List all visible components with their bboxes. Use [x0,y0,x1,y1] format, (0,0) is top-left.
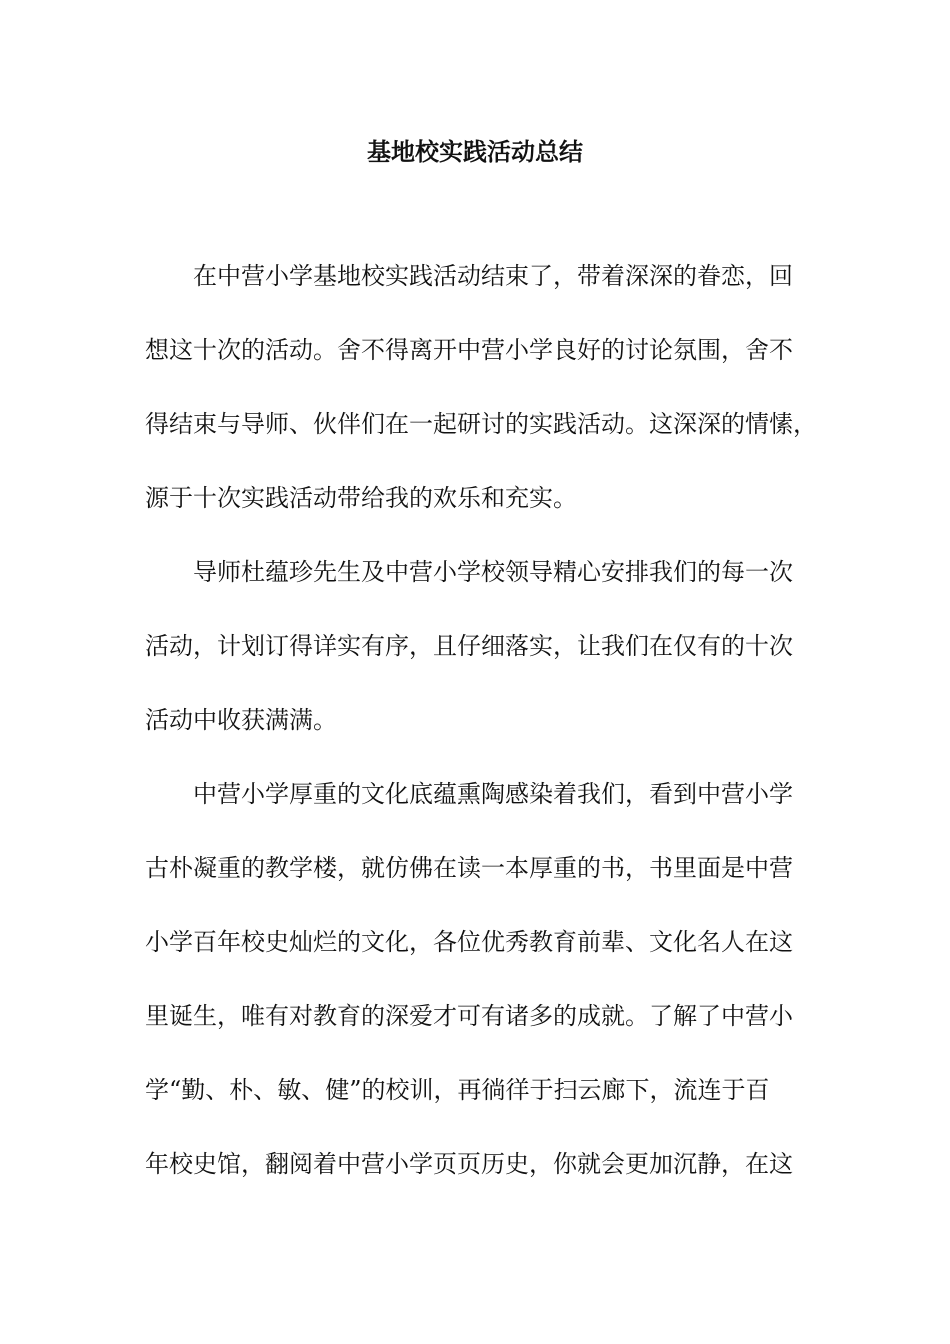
paragraph-line: 想这十次的活动。舍不得离开中营小学良好的讨论氛围，舍不 [145,336,793,364]
paragraph-line: 活动中收获满满。 [145,706,337,734]
paragraph-line: 导师杜蕴珍先生及中营小学校领导精心安排我们的每一次 [193,558,793,586]
paragraph-line: 源于十次实践活动带给我的欢乐和充实。 [145,484,577,512]
paragraph-line: 活动，计划订得详实有序，且仔细落实，让我们在仅有的十次 [145,632,793,660]
document-body [145,250,817,1212]
paragraph-line: 小学百年校史灿烂的文化，各位优秀教育前辈、文化名人在这 [145,928,793,956]
paragraph-line: 古朴凝重的教学楼，就仿佛在读一本厚重的书，书里面是中营 [145,854,793,882]
paragraph-line: 年校史馆，翻阅着中营小学页页历史，你就会更加沉静，在这 [145,1150,793,1178]
paragraph-line: 学“勤、朴、敏、健”的校训，再徜徉于扫云廊下，流连于百 [145,1076,770,1104]
paragraph-line: 在中营小学基地校实践活动结束了，带着深深的眷恋，回 [193,262,793,290]
paragraph-line: 中营小学厚重的文化底蕴熏陶感染着我们，看到中营小学 [193,780,793,808]
paragraph-line: 里诞生，唯有对教育的深爱才可有诸多的成就。了解了中营小 [145,1002,793,1030]
paragraph-line: 得结束与导师、伙伴们在一起研讨的实践活动。这深深的情愫， [145,410,817,438]
document-title: 基地校实践活动总结 [367,137,583,166]
